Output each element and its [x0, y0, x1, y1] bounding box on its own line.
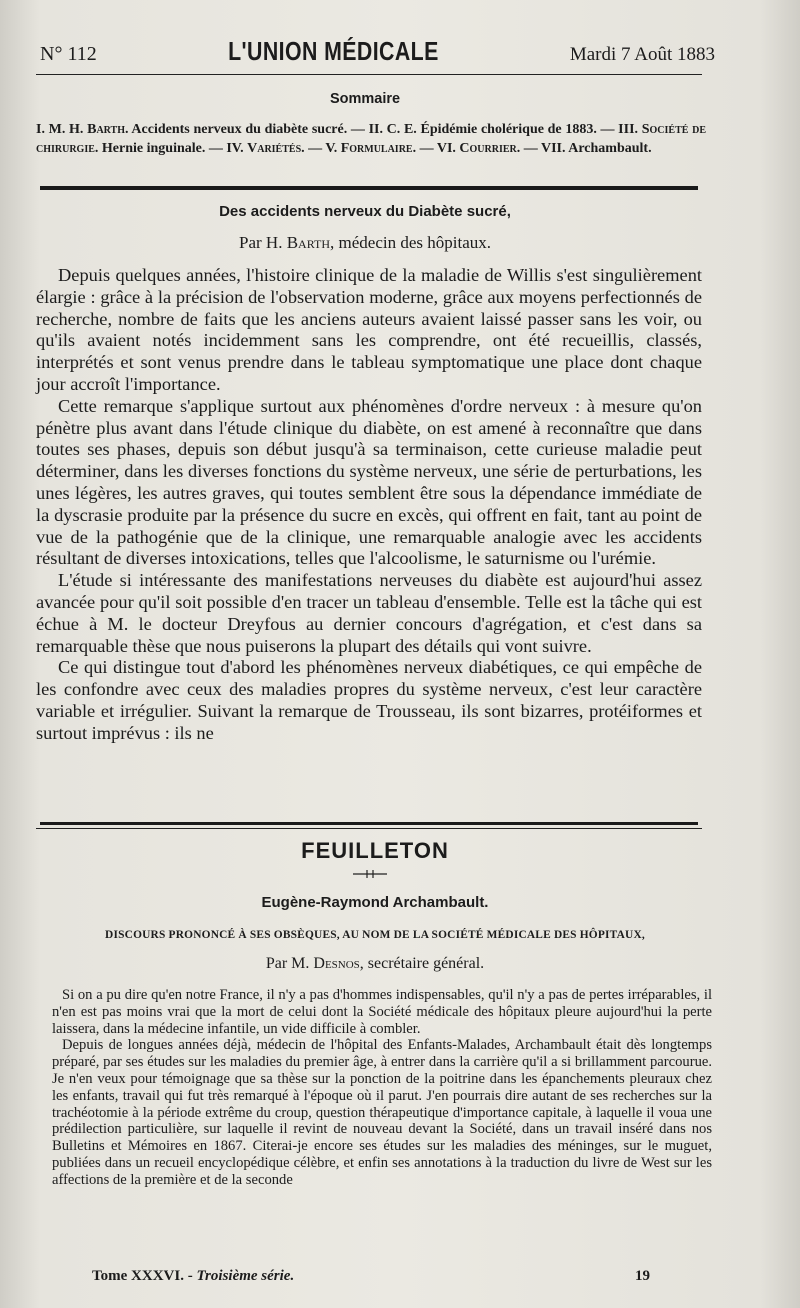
sommaire-name: Société de chirurgie	[36, 122, 706, 156]
feuilleton-name: Eugène-Raymond Archambault.	[261, 894, 489, 911]
author-name: Barth	[286, 233, 330, 252]
feuilleton-body	[52, 987, 712, 1189]
sommaire-text-segment: . Accidents nerveux du diabète sucré. — II. C. E. Épidémie cholérique de 1883. — III.	[125, 122, 642, 137]
sommaire-heading: Sommaire	[329, 91, 401, 107]
author-suffix: , médecin des hôpitaux.	[330, 233, 491, 252]
feuilleton-subtitle: DISCOURS PRONONCÉ À SES OBSÈQUES, AU NOM DE LA SOCIÉTÉ MÉDICALE DES HÔPITAUX,	[105, 929, 645, 941]
feuilleton-author	[0, 955, 750, 973]
journal-title: L'UNION MÉDICALE	[227, 36, 439, 66]
feuilleton-paragraph: Si on a pu dire qu'en notre France, il n'y a pas d'hommes indispensables, qu'il n'y a pas de pertes irréparables, il n'en est pas moins vrai que la mort de celui dont la Société médicale des hôpitaux pleure aujourd'hui la perte laissera, dans la médecine infantile, un vide difficile à combler.	[52, 987, 712, 1037]
sommaire-name: Variétés	[247, 141, 302, 156]
article-paragraph: L'étude si intéressante des manifestations nerveuses du diabète est aujourd'hui assez avancée pour qu'il soit possible d'en tracer un tableau d'ensemble. Telle est la tâche qui est échue à M. le docteur Dreyfous au dernier concours d'agrégation, et c'est dans sa remarquable thèse que nous puiserons la plupart des détails qui vont suivre.	[36, 570, 702, 656]
issue-number: N° 112	[40, 43, 97, 65]
feuilleton-rule-thin	[36, 828, 702, 829]
footer-serie: Troisième série.	[196, 1268, 295, 1284]
ornament-icon	[345, 869, 395, 879]
section-rule	[40, 186, 698, 190]
sommaire-text-segment: I. M. H.	[36, 122, 88, 137]
article-paragraph: Cette remarque s'applique surtout aux phénomènes d'ordre nerveux : à mesure qu'on pénètre plus avant dans l'étude clinique du diabète, on est amené à reconnaître que dans toutes ses phases, depuis son début jusqu'à sa terminaison, cette curieuse maladie peut déterminer, dans les diverses fonctions du système nerveux, une série de perturbations, les unes légères, les autres graves, qui toutes semblent être sous la dépendance immédiate de la dyscrasie produite par la présence du sucre en excès, qui offrent en fait, tant au point de vue de la pathogénie que de la clinique, une remarquable analogie avec les accidents résultant de diverses intoxications, telles que l'alcoolisme, le saturnisme ou l'urémie.	[36, 395, 702, 569]
author-suffix: , secrétaire général.	[359, 955, 485, 972]
article-paragraph: Ce qui distingue tout d'abord les phénomènes nerveux diabétiques, ce qui empêche de les confondre avec ceux des maladies propres du système nerveux, c'est leur caractère variable et irrégulier. Suivant la remarque de Trousseau, ils sont bizarres, protéiformes et surtout imprévus : ils ne	[36, 657, 702, 743]
issue-date: Mardi 7 Août 1883	[569, 44, 715, 65]
feuilleton-heading: FEUILLETON	[301, 838, 449, 863]
sommaire-text-segment: . — V.	[301, 141, 341, 156]
feuilleton-paragraph: Depuis de longues années déjà, médecin de l'hôpital des Enfants-Malades, Archambault était dès longtemps préparé, par ses études sur les maladies du premier âge, à entrer dans la carrière qu'il a si brillamment parcourue. Je n'en veux pour témoignage que sa thèse sur la ponction de la poitrine dans les épanchements pleuraux chez les enfants, travail qui fut très remarqué à l'époque où il parut. J'en pourrais dire autant de ses recherches sur la trachéotomie à la période extrême du croup, question thérapeutique d'importance capitale, à laquelle il voua une prédilection particulière, sur laquelle il revint de nouveau devant la Société, dans un travail inséré dans nos Bulletins et Mémoires en 1867. Citerai-je encore ses études sur les maladies des méninges, sur le muguet, publiées dans un recueil encyclopédique célèbre, et enfin ses annotations à la traduction du livre de West sur les affections de la première et de la seconde	[52, 1037, 712, 1188]
author-prefix: Par H.	[239, 233, 287, 252]
footer-volume	[92, 1268, 294, 1285]
sommaire-text-segment: . Hernie inguinale. — IV.	[94, 141, 248, 156]
page-header	[40, 36, 715, 70]
author-name: Desnos	[313, 955, 360, 972]
article-author	[0, 233, 730, 253]
article-title: Des accidents nerveux du Diabète sucré,	[219, 203, 511, 220]
article-paragraph: Depuis quelques années, l'histoire clinique de la maladie de Willis s'est singulièrement élargie : grâce à la précision de l'observation moderne, grâce aux moyens perfectionnés de recherche, nombre de faits que les anciens auteurs avaient laissé passer sans les voir, ou qu'ils avaient notés incidemment sans les comprendre, ont été recueillis, classés, interprétés et sont venus prendre dans le tableau symptomatique une place dont chaque jour accroît l'importance.	[36, 265, 702, 394]
sommaire-name: Barth	[87, 122, 126, 137]
feuilleton-rule	[40, 822, 698, 825]
sommaire-text-segment: . — VII. Archambault.	[516, 141, 652, 156]
footer-tome: Tome XXXVI. -	[92, 1268, 197, 1284]
article-body	[36, 265, 702, 745]
sommaire-list	[36, 120, 706, 158]
page-footer	[92, 1268, 650, 1285]
author-prefix: Par M.	[265, 955, 314, 972]
sommaire-text-segment: . — VI.	[412, 141, 460, 156]
sommaire-name: Courrier	[459, 141, 517, 156]
sommaire-name: Formulaire	[340, 141, 413, 156]
page-number: 19	[635, 1268, 650, 1284]
header-rule	[36, 74, 702, 75]
